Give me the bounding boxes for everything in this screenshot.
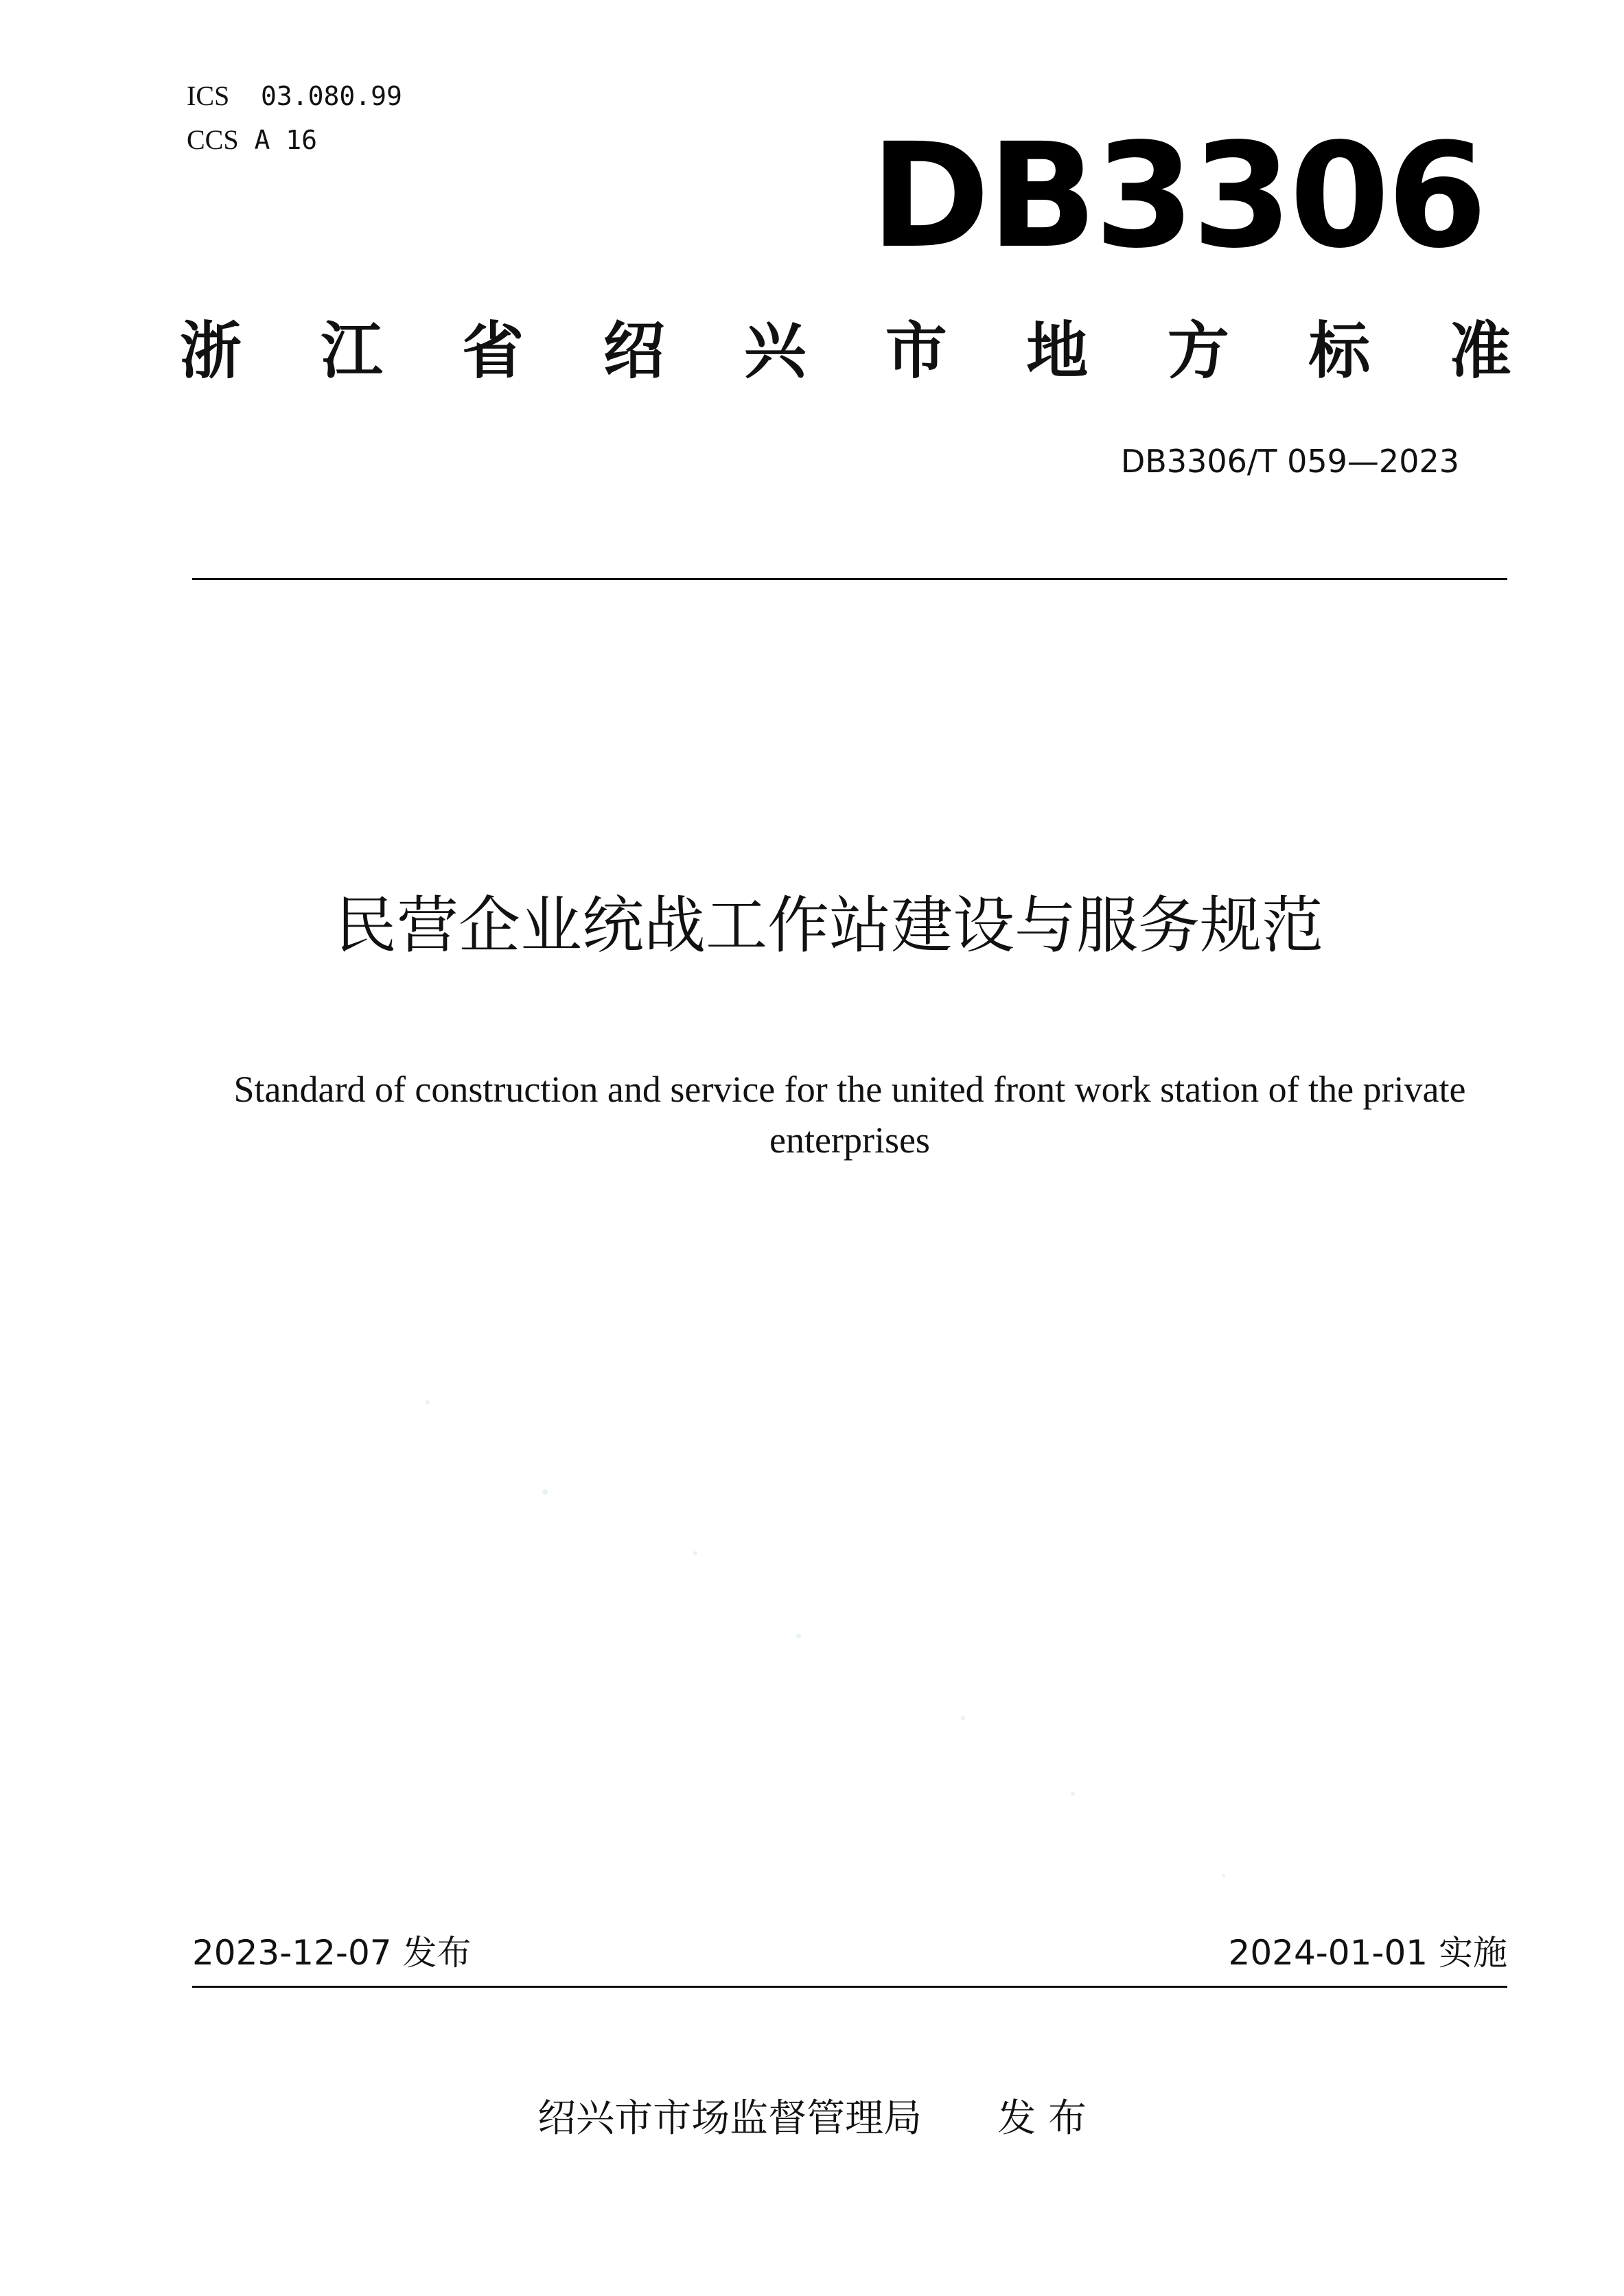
ccs-label: CCS: [187, 124, 239, 155]
ccs-code: [187, 118, 402, 162]
standard-type-char: 浙: [180, 315, 242, 387]
classification-codes: [187, 74, 402, 162]
ics-value: 03.080.99: [261, 81, 402, 111]
standard-number: DB3306/T 059—2023: [1120, 443, 1459, 480]
scan-speckle: [1071, 1791, 1075, 1796]
standard-type-char: 市: [885, 315, 947, 387]
scan-speckle: [693, 1551, 697, 1555]
title-english-line-1: Standard of construction and service for the united front work station of the private: [233, 1069, 1466, 1110]
ics-code: [187, 74, 402, 118]
scan-speckle: [426, 1400, 430, 1404]
standard-type-char: 地: [1026, 315, 1089, 387]
scan-speckle: [1222, 1874, 1225, 1877]
standard-type-char: 绍: [603, 315, 665, 387]
top-divider: [192, 578, 1507, 580]
publisher: [0, 2094, 1624, 2144]
standard-type-heading: [180, 310, 1511, 393]
scan-speckle: [796, 1634, 801, 1638]
ics-label: ICS: [187, 80, 230, 111]
standard-type-char: 江: [321, 315, 383, 387]
standard-type-char: 标: [1308, 315, 1371, 387]
scan-speckle: [961, 1716, 965, 1720]
title-english: [192, 1064, 1507, 1166]
standard-type-char: 兴: [744, 315, 807, 387]
publish-date: 2023-12-07 发布: [192, 1933, 472, 1973]
ccs-value: A 16: [254, 125, 318, 155]
standard-type-char: 准: [1449, 315, 1511, 387]
publisher-org: 绍兴市市场监督管理局: [537, 2096, 923, 2141]
title-chinese: 民营企业统战工作站建设与服务规范: [335, 890, 1323, 962]
db-logo: DB3306: [870, 112, 1485, 280]
standard-type-char: 省: [462, 315, 524, 387]
publisher-action: 发 布: [997, 2096, 1087, 2141]
standard-type-char: 方: [1167, 315, 1229, 387]
title-english-line-2: enterprises: [769, 1120, 930, 1161]
scan-speckle: [542, 1489, 548, 1495]
implement-date: 2024-01-01 实施: [1228, 1933, 1507, 1973]
bottom-divider: [192, 1986, 1507, 1988]
